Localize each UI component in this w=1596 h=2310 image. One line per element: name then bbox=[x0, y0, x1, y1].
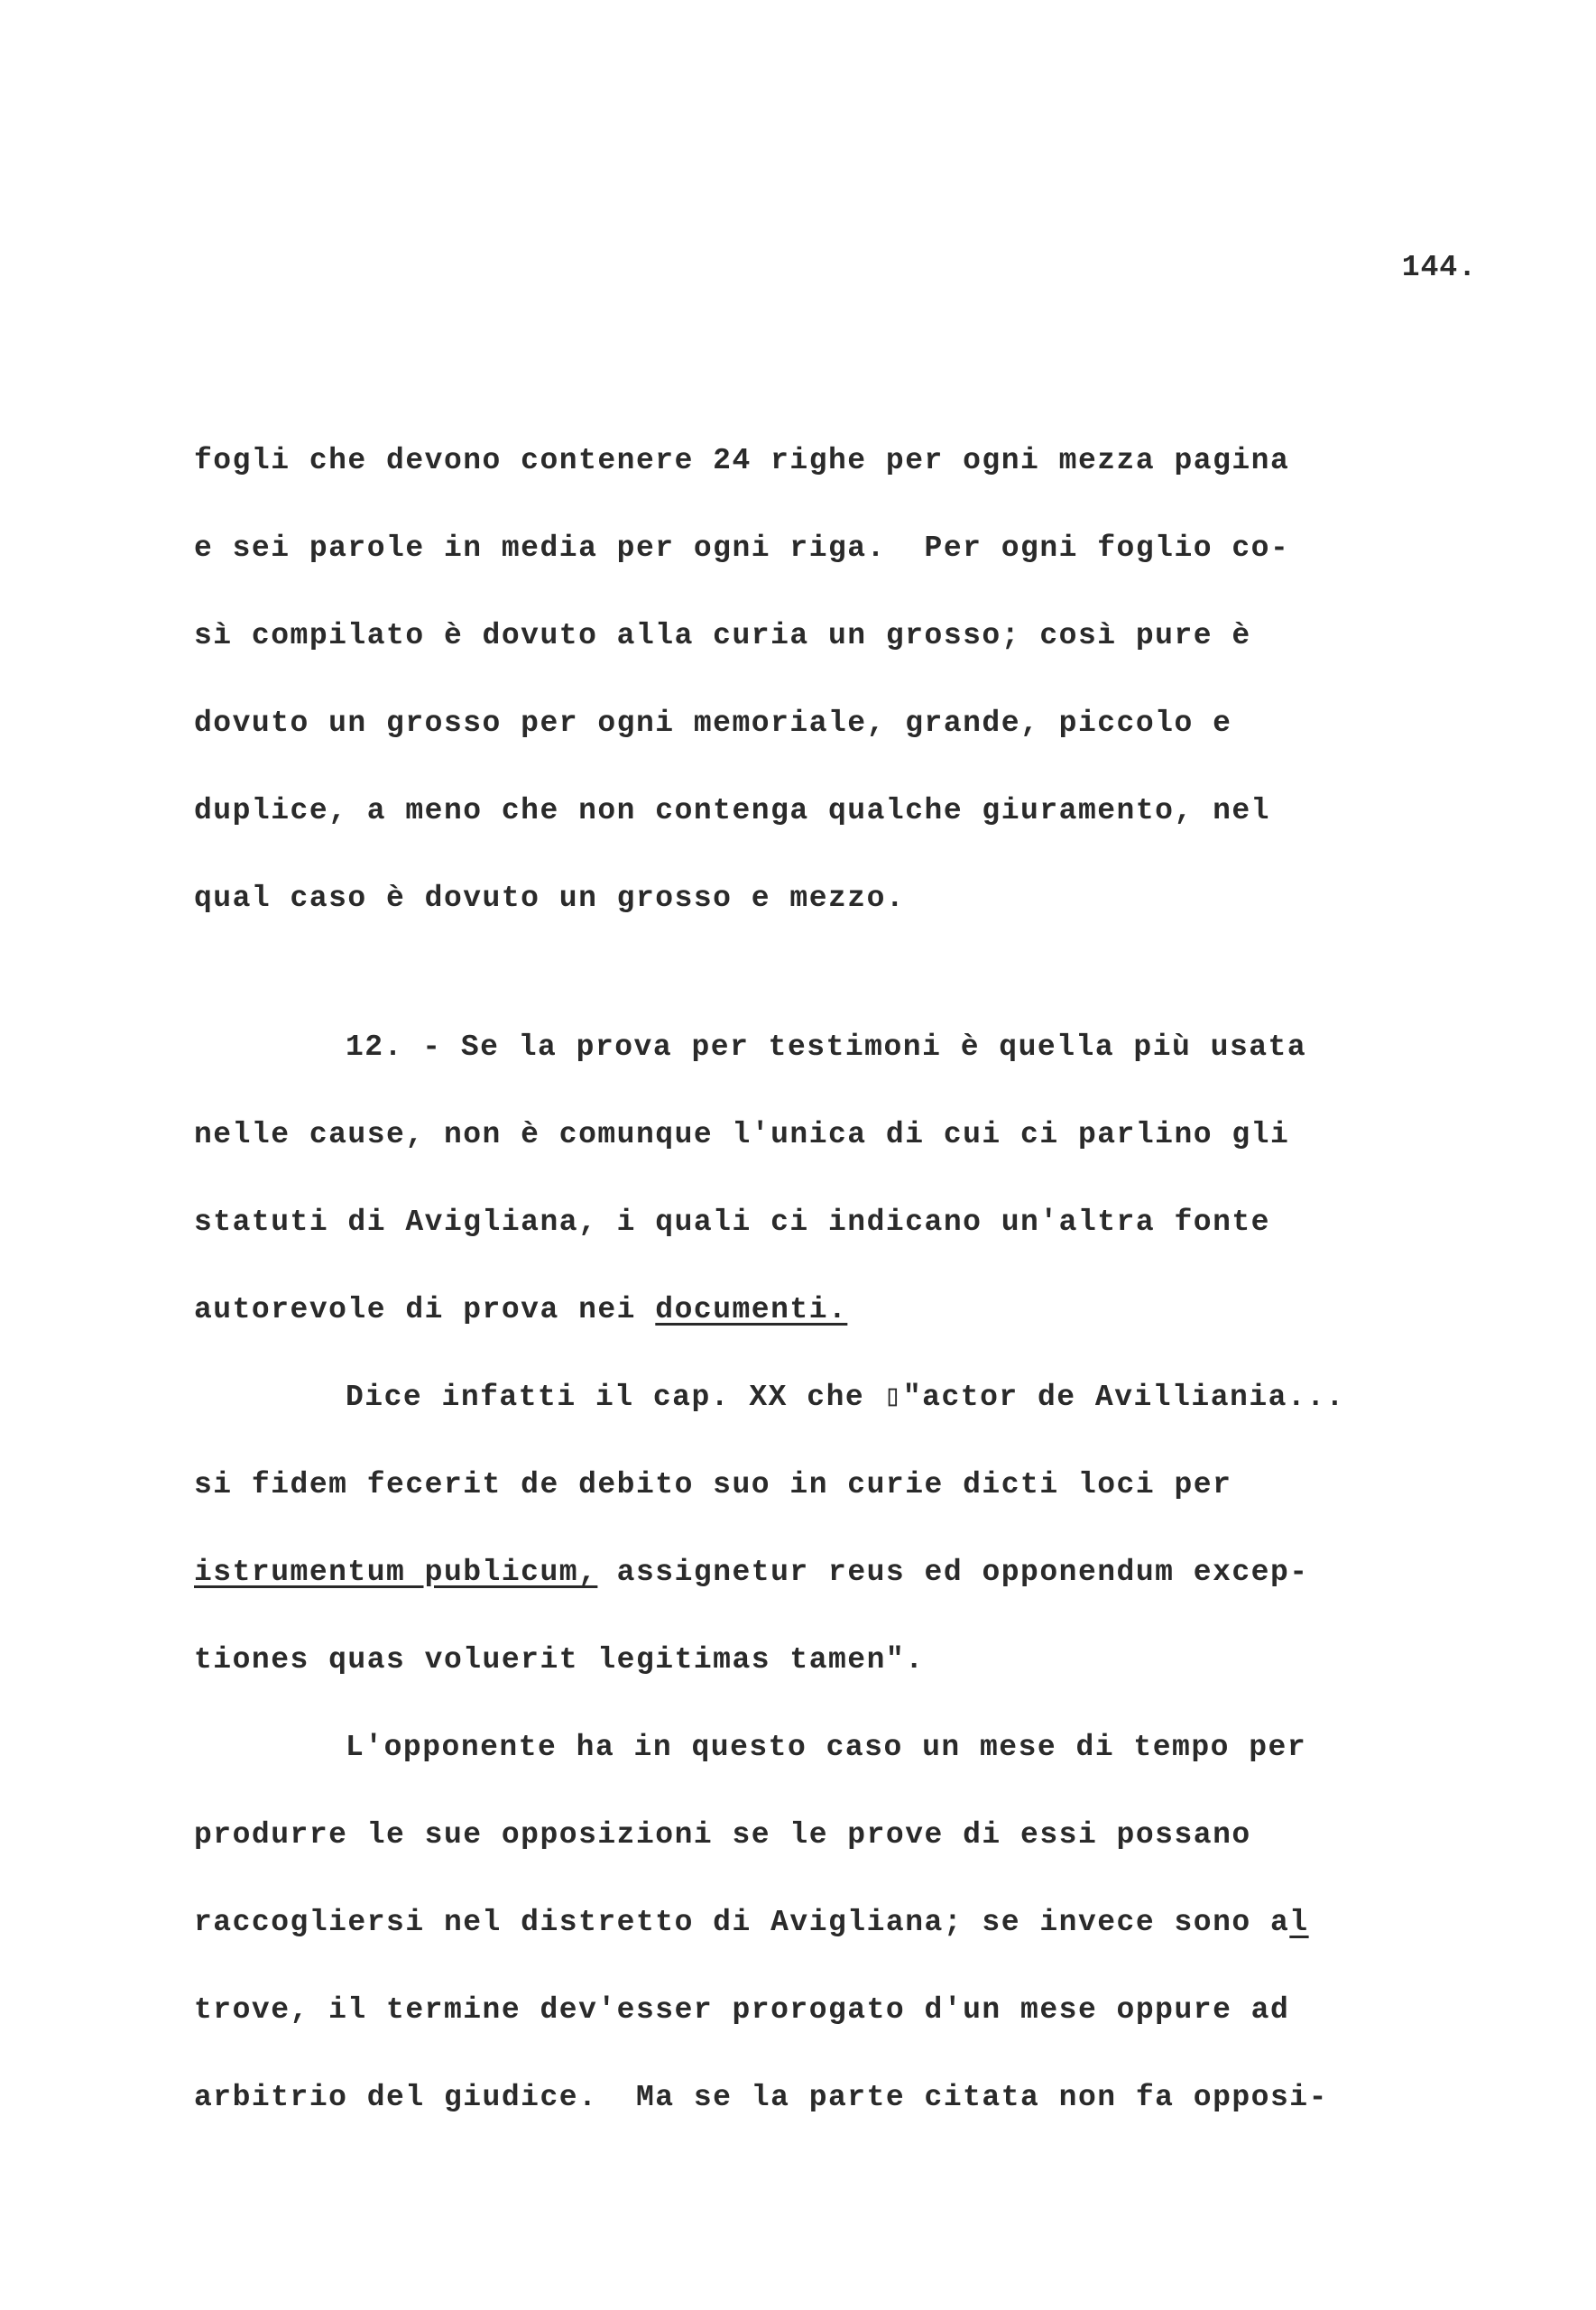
text-line: L'opponente ha in questo caso un mese di tempo per bbox=[346, 1731, 1307, 1764]
text-line: sì compilato è dovuto alla curia un grosso; così pure è bbox=[194, 619, 1251, 652]
text-line: trove, il termine dev'esser prorogato d'un mese oppure ad bbox=[194, 1993, 1290, 2027]
text-line: dovuto un grosso per ogni memoriale, grande, piccolo e bbox=[194, 707, 1232, 740]
paragraph-gap bbox=[194, 942, 1529, 1003]
text-line: e sei parole in media per ogni riga. Per ogni foglio co- bbox=[194, 531, 1290, 565]
text-line: arbitrio del giudice. Ma se la parte citata non fa opposi- bbox=[194, 2081, 1328, 2114]
text-segment: autorevole di prova nei bbox=[194, 1293, 656, 1326]
body-text bbox=[194, 417, 1529, 2141]
text-line: statuti di Avigliana, i quali ci indicano un'altra fonte bbox=[194, 1206, 1270, 1239]
text-line: nelle cause, non è comunque l'unica di cui ci parlino gli bbox=[194, 1118, 1290, 1151]
text-line: Dice infatti il cap. XX che ▯"actor de Avilliania... bbox=[346, 1381, 1345, 1414]
underlined-term: l bbox=[1289, 1906, 1309, 1939]
text-line: si fidem fecerit de debito suo in curie dicti loci per bbox=[194, 1468, 1232, 1502]
text-line bbox=[194, 1879, 1529, 1966]
text-line: duplice, a meno che non contenga qualche giuramento, nel bbox=[194, 794, 1270, 827]
underlined-term: istrumentum publicum, bbox=[194, 1556, 598, 1589]
underlined-term: documenti. bbox=[655, 1293, 848, 1326]
text-line bbox=[194, 1266, 1529, 1354]
text-segment: assignetur reus ed opponendum excep- bbox=[597, 1556, 1309, 1589]
page-number: 144. bbox=[1401, 251, 1477, 284]
text-segment: raccogliersi nel distretto di Avigliana; se invece sono a bbox=[194, 1906, 1290, 1939]
text-line bbox=[194, 1529, 1529, 1616]
text-line: qual caso è dovuto un grosso e mezzo. bbox=[194, 882, 906, 915]
text-line: 12. - Se la prova per testimoni è quella più usata bbox=[346, 1030, 1307, 1064]
text-line: tiones quas voluerit legitimas tamen". bbox=[194, 1643, 925, 1677]
text-line: produrre le sue opposizioni se le prove di essi possano bbox=[194, 1818, 1251, 1852]
text-line: fogli che devono contenere 24 righe per ogni mezza pagina bbox=[194, 444, 1290, 477]
